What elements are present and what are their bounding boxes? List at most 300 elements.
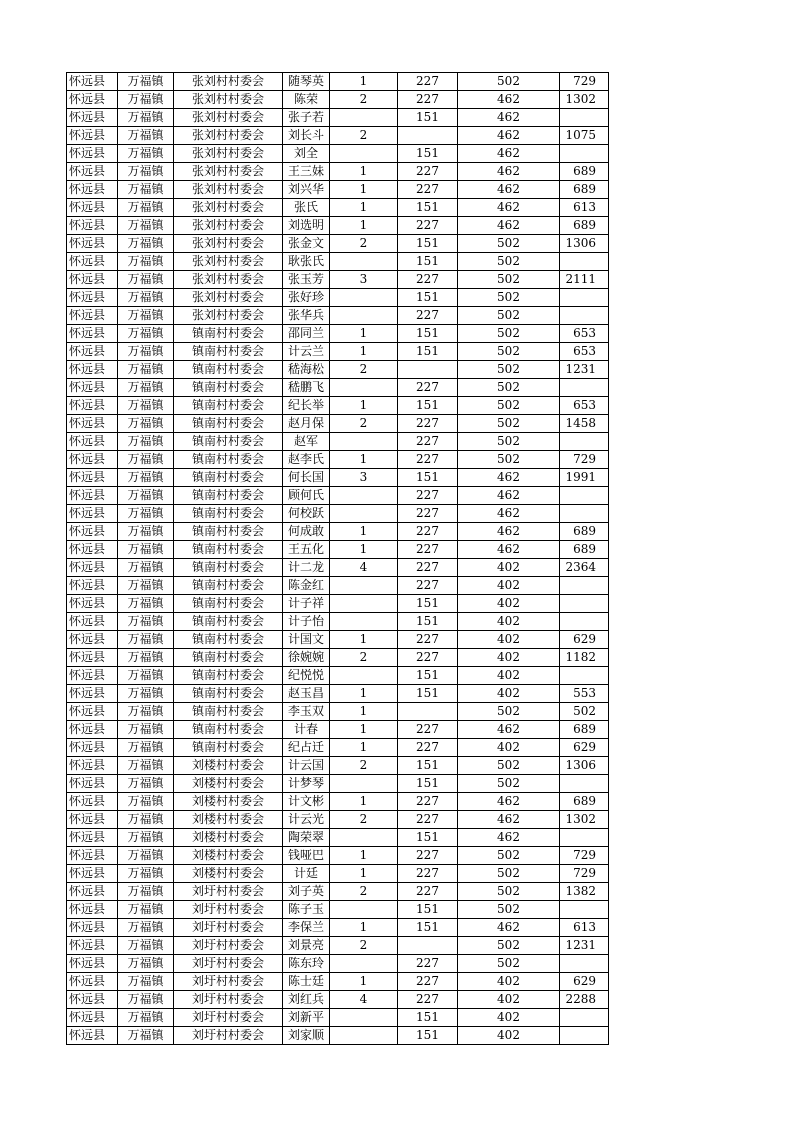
b-cell: 502 [458, 73, 560, 91]
town-cell: 万福镇 [118, 1027, 174, 1045]
count-cell: 1 [330, 541, 398, 559]
table-row [67, 721, 609, 739]
town-cell: 万福镇 [118, 181, 174, 199]
name-cell: 陶荣翠 [283, 829, 330, 847]
county-cell: 怀远县 [67, 505, 118, 523]
a-cell: 227 [398, 721, 458, 739]
village-cell: 镇南村村委会 [174, 685, 283, 703]
name-cell: 张华兵 [283, 307, 330, 325]
total-cell: 729 [560, 847, 609, 865]
table-row [67, 703, 609, 721]
b-cell: 502 [458, 883, 560, 901]
a-cell: 151 [398, 685, 458, 703]
b-cell: 402 [458, 559, 560, 577]
count-cell [330, 901, 398, 919]
total-cell: 1182 [560, 649, 609, 667]
village-cell: 镇南村村委会 [174, 415, 283, 433]
a-cell: 227 [398, 955, 458, 973]
village-cell: 镇南村村委会 [174, 379, 283, 397]
total-cell: 689 [560, 163, 609, 181]
name-cell: 计子祥 [283, 595, 330, 613]
count-cell [330, 253, 398, 271]
a-cell: 151 [398, 343, 458, 361]
name-cell: 刘红兵 [283, 991, 330, 1009]
total-cell [560, 613, 609, 631]
count-cell: 1 [330, 73, 398, 91]
count-cell [330, 955, 398, 973]
total-cell: 689 [560, 541, 609, 559]
table-row [67, 811, 609, 829]
total-cell: 1231 [560, 361, 609, 379]
b-cell: 502 [458, 847, 560, 865]
town-cell: 万福镇 [118, 523, 174, 541]
b-cell: 502 [458, 361, 560, 379]
name-cell: 何校跃 [283, 505, 330, 523]
village-cell: 刘楼村村委会 [174, 793, 283, 811]
name-cell: 刘长斗 [283, 127, 330, 145]
county-cell: 怀远县 [67, 559, 118, 577]
name-cell: 王三妹 [283, 163, 330, 181]
total-cell [560, 379, 609, 397]
name-cell: 陈荣 [283, 91, 330, 109]
b-cell: 402 [458, 613, 560, 631]
b-cell: 402 [458, 595, 560, 613]
name-cell: 计廷 [283, 865, 330, 883]
county-cell: 怀远县 [67, 883, 118, 901]
total-cell: 729 [560, 451, 609, 469]
count-cell: 1 [330, 397, 398, 415]
county-cell: 怀远县 [67, 991, 118, 1009]
count-cell [330, 577, 398, 595]
count-cell: 2 [330, 91, 398, 109]
village-cell: 张刘村村委会 [174, 199, 283, 217]
village-cell: 镇南村村委会 [174, 343, 283, 361]
count-cell: 2 [330, 361, 398, 379]
county-cell: 怀远县 [67, 235, 118, 253]
county-cell: 怀远县 [67, 199, 118, 217]
a-cell: 151 [398, 667, 458, 685]
village-cell: 镇南村村委会 [174, 487, 283, 505]
table-row [67, 523, 609, 541]
name-cell: 刘子英 [283, 883, 330, 901]
a-cell: 227 [398, 415, 458, 433]
village-cell: 刘圩村村委会 [174, 991, 283, 1009]
name-cell: 计云国 [283, 757, 330, 775]
county-cell: 怀远县 [67, 397, 118, 415]
table-row [67, 433, 609, 451]
a-cell: 151 [398, 109, 458, 127]
a-cell: 227 [398, 217, 458, 235]
town-cell: 万福镇 [118, 361, 174, 379]
b-cell: 502 [458, 415, 560, 433]
a-cell: 151 [398, 613, 458, 631]
name-cell: 计春 [283, 721, 330, 739]
total-cell: 689 [560, 721, 609, 739]
total-cell: 2364 [560, 559, 609, 577]
b-cell: 402 [458, 1009, 560, 1027]
total-cell: 689 [560, 523, 609, 541]
b-cell: 462 [458, 793, 560, 811]
village-cell: 刘圩村村委会 [174, 901, 283, 919]
village-cell: 镇南村村委会 [174, 469, 283, 487]
town-cell: 万福镇 [118, 901, 174, 919]
b-cell: 462 [458, 487, 560, 505]
table-row [67, 73, 609, 91]
village-cell: 张刘村村委会 [174, 235, 283, 253]
b-cell: 502 [458, 703, 560, 721]
village-cell: 刘楼村村委会 [174, 847, 283, 865]
count-cell: 2 [330, 883, 398, 901]
village-cell: 刘楼村村委会 [174, 811, 283, 829]
county-cell: 怀远县 [67, 793, 118, 811]
village-cell: 刘圩村村委会 [174, 937, 283, 955]
village-cell: 刘圩村村委会 [174, 1027, 283, 1045]
town-cell: 万福镇 [118, 757, 174, 775]
village-cell: 刘圩村村委会 [174, 973, 283, 991]
county-cell: 怀远县 [67, 847, 118, 865]
county-cell: 怀远县 [67, 955, 118, 973]
town-cell: 万福镇 [118, 685, 174, 703]
name-cell: 顾何氏 [283, 487, 330, 505]
name-cell: 嵇海松 [283, 361, 330, 379]
a-cell [398, 127, 458, 145]
table-row [67, 361, 609, 379]
a-cell: 227 [398, 577, 458, 595]
count-cell: 2 [330, 937, 398, 955]
county-cell: 怀远县 [67, 325, 118, 343]
name-cell: 纪占迁 [283, 739, 330, 757]
b-cell: 502 [458, 451, 560, 469]
village-cell: 镇南村村委会 [174, 739, 283, 757]
total-cell: 689 [560, 181, 609, 199]
town-cell: 万福镇 [118, 631, 174, 649]
a-cell: 227 [398, 541, 458, 559]
a-cell: 227 [398, 523, 458, 541]
total-cell: 613 [560, 919, 609, 937]
a-cell: 227 [398, 163, 458, 181]
county-cell: 怀远县 [67, 649, 118, 667]
village-cell: 刘楼村村委会 [174, 829, 283, 847]
count-cell: 2 [330, 235, 398, 253]
a-cell: 151 [398, 199, 458, 217]
name-cell: 张金文 [283, 235, 330, 253]
town-cell: 万福镇 [118, 1009, 174, 1027]
town-cell: 万福镇 [118, 847, 174, 865]
name-cell: 随琴英 [283, 73, 330, 91]
village-cell: 镇南村村委会 [174, 649, 283, 667]
county-cell: 怀远县 [67, 937, 118, 955]
name-cell: 刘兴华 [283, 181, 330, 199]
total-cell [560, 289, 609, 307]
a-cell: 151 [398, 1027, 458, 1045]
town-cell: 万福镇 [118, 271, 174, 289]
village-cell: 镇南村村委会 [174, 451, 283, 469]
village-cell: 镇南村村委会 [174, 577, 283, 595]
total-cell: 1991 [560, 469, 609, 487]
total-cell: 653 [560, 343, 609, 361]
county-cell: 怀远县 [67, 91, 118, 109]
a-cell: 151 [398, 235, 458, 253]
table-row [67, 577, 609, 595]
name-cell: 李保兰 [283, 919, 330, 937]
a-cell: 227 [398, 307, 458, 325]
count-cell: 1 [330, 847, 398, 865]
table-row [67, 559, 609, 577]
county-cell: 怀远县 [67, 307, 118, 325]
total-cell: 1075 [560, 127, 609, 145]
total-cell: 653 [560, 325, 609, 343]
total-cell: 2111 [560, 271, 609, 289]
count-cell: 1 [330, 685, 398, 703]
name-cell: 赵玉昌 [283, 685, 330, 703]
village-cell: 镇南村村委会 [174, 523, 283, 541]
name-cell: 王五化 [283, 541, 330, 559]
town-cell: 万福镇 [118, 91, 174, 109]
county-cell: 怀远县 [67, 811, 118, 829]
county-cell: 怀远县 [67, 685, 118, 703]
county-cell: 怀远县 [67, 613, 118, 631]
name-cell: 陈东玲 [283, 955, 330, 973]
total-cell [560, 505, 609, 523]
name-cell: 刘新平 [283, 1009, 330, 1027]
name-cell: 陈金红 [283, 577, 330, 595]
table-row [67, 109, 609, 127]
count-cell: 1 [330, 217, 398, 235]
total-cell: 1458 [560, 415, 609, 433]
name-cell: 刘家顺 [283, 1027, 330, 1045]
count-cell: 1 [330, 451, 398, 469]
town-cell: 万福镇 [118, 937, 174, 955]
town-cell: 万福镇 [118, 217, 174, 235]
town-cell: 万福镇 [118, 469, 174, 487]
table-row [67, 541, 609, 559]
town-cell: 万福镇 [118, 541, 174, 559]
county-cell: 怀远县 [67, 757, 118, 775]
count-cell: 2 [330, 415, 398, 433]
b-cell: 402 [458, 685, 560, 703]
b-cell: 402 [458, 667, 560, 685]
name-cell: 李玉双 [283, 703, 330, 721]
village-cell: 张刘村村委会 [174, 163, 283, 181]
a-cell: 151 [398, 1009, 458, 1027]
county-cell: 怀远县 [67, 451, 118, 469]
b-cell: 502 [458, 325, 560, 343]
b-cell: 462 [458, 91, 560, 109]
village-cell: 刘楼村村委会 [174, 757, 283, 775]
b-cell: 462 [458, 145, 560, 163]
county-cell: 怀远县 [67, 433, 118, 451]
b-cell: 502 [458, 289, 560, 307]
table-row [67, 217, 609, 235]
count-cell [330, 487, 398, 505]
table-row [67, 1009, 609, 1027]
count-cell: 1 [330, 865, 398, 883]
village-cell: 张刘村村委会 [174, 307, 283, 325]
town-cell: 万福镇 [118, 775, 174, 793]
b-cell: 462 [458, 109, 560, 127]
name-cell: 张好珍 [283, 289, 330, 307]
name-cell: 计国文 [283, 631, 330, 649]
count-cell: 1 [330, 721, 398, 739]
a-cell: 151 [398, 757, 458, 775]
table-row [67, 757, 609, 775]
table-row [67, 91, 609, 109]
county-cell: 怀远县 [67, 163, 118, 181]
county-cell: 怀远县 [67, 289, 118, 307]
county-cell: 怀远县 [67, 469, 118, 487]
total-cell: 629 [560, 973, 609, 991]
name-cell: 计云兰 [283, 343, 330, 361]
total-cell: 653 [560, 397, 609, 415]
a-cell: 227 [398, 433, 458, 451]
name-cell: 嵇鹏飞 [283, 379, 330, 397]
village-cell: 张刘村村委会 [174, 271, 283, 289]
table-row [67, 163, 609, 181]
a-cell [398, 361, 458, 379]
a-cell: 227 [398, 811, 458, 829]
county-cell: 怀远县 [67, 127, 118, 145]
a-cell: 227 [398, 91, 458, 109]
b-cell: 462 [458, 217, 560, 235]
b-cell: 462 [458, 163, 560, 181]
count-cell [330, 1027, 398, 1045]
count-cell: 2 [330, 757, 398, 775]
total-cell: 1382 [560, 883, 609, 901]
county-cell: 怀远县 [67, 415, 118, 433]
town-cell: 万福镇 [118, 865, 174, 883]
count-cell: 2 [330, 127, 398, 145]
town-cell: 万福镇 [118, 883, 174, 901]
county-cell: 怀远县 [67, 901, 118, 919]
total-cell: 629 [560, 739, 609, 757]
count-cell [330, 775, 398, 793]
village-cell: 张刘村村委会 [174, 127, 283, 145]
name-cell: 计子怡 [283, 613, 330, 631]
county-cell: 怀远县 [67, 361, 118, 379]
town-cell: 万福镇 [118, 163, 174, 181]
village-cell: 张刘村村委会 [174, 145, 283, 163]
name-cell: 刘全 [283, 145, 330, 163]
village-cell: 刘楼村村委会 [174, 865, 283, 883]
table-row [67, 829, 609, 847]
county-cell: 怀远县 [67, 667, 118, 685]
county-cell: 怀远县 [67, 577, 118, 595]
total-cell [560, 775, 609, 793]
a-cell: 151 [398, 775, 458, 793]
b-cell: 462 [458, 811, 560, 829]
a-cell: 227 [398, 649, 458, 667]
table-row [67, 307, 609, 325]
town-cell: 万福镇 [118, 397, 174, 415]
county-cell: 怀远县 [67, 343, 118, 361]
a-cell: 227 [398, 739, 458, 757]
village-cell: 镇南村村委会 [174, 595, 283, 613]
town-cell: 万福镇 [118, 433, 174, 451]
count-cell: 4 [330, 991, 398, 1009]
table-row [67, 685, 609, 703]
a-cell: 227 [398, 847, 458, 865]
town-cell: 万福镇 [118, 145, 174, 163]
name-cell: 赵月保 [283, 415, 330, 433]
count-cell: 1 [330, 919, 398, 937]
town-cell: 万福镇 [118, 955, 174, 973]
count-cell: 1 [330, 325, 398, 343]
count-cell: 1 [330, 523, 398, 541]
a-cell: 227 [398, 883, 458, 901]
total-cell [560, 829, 609, 847]
county-cell: 怀远县 [67, 775, 118, 793]
count-cell [330, 613, 398, 631]
town-cell: 万福镇 [118, 739, 174, 757]
village-cell: 镇南村村委会 [174, 505, 283, 523]
name-cell: 张子若 [283, 109, 330, 127]
a-cell: 227 [398, 379, 458, 397]
total-cell: 2288 [560, 991, 609, 1009]
table-row [67, 1027, 609, 1045]
name-cell: 纪悦悦 [283, 667, 330, 685]
name-cell: 赵军 [283, 433, 330, 451]
town-cell: 万福镇 [118, 667, 174, 685]
count-cell: 2 [330, 649, 398, 667]
table-row [67, 127, 609, 145]
village-cell: 刘圩村村委会 [174, 1009, 283, 1027]
total-cell: 1306 [560, 235, 609, 253]
total-cell: 729 [560, 865, 609, 883]
county-cell: 怀远县 [67, 1027, 118, 1045]
table-row [67, 235, 609, 253]
town-cell: 万福镇 [118, 973, 174, 991]
name-cell: 计二龙 [283, 559, 330, 577]
count-cell [330, 829, 398, 847]
town-cell: 万福镇 [118, 307, 174, 325]
b-cell: 462 [458, 523, 560, 541]
table-row [67, 631, 609, 649]
name-cell: 邵同兰 [283, 325, 330, 343]
county-cell: 怀远县 [67, 145, 118, 163]
count-cell: 1 [330, 973, 398, 991]
town-cell: 万福镇 [118, 379, 174, 397]
a-cell: 151 [398, 289, 458, 307]
a-cell: 151 [398, 919, 458, 937]
a-cell [398, 703, 458, 721]
b-cell: 462 [458, 469, 560, 487]
table-row [67, 145, 609, 163]
town-cell: 万福镇 [118, 559, 174, 577]
b-cell: 502 [458, 865, 560, 883]
town-cell: 万福镇 [118, 991, 174, 1009]
total-cell [560, 1027, 609, 1045]
count-cell [330, 109, 398, 127]
count-cell: 1 [330, 739, 398, 757]
a-cell: 227 [398, 271, 458, 289]
county-cell: 怀远县 [67, 703, 118, 721]
table-row [67, 775, 609, 793]
town-cell: 万福镇 [118, 289, 174, 307]
b-cell: 402 [458, 973, 560, 991]
county-cell: 怀远县 [67, 181, 118, 199]
village-cell: 刘圩村村委会 [174, 883, 283, 901]
table-row [67, 469, 609, 487]
name-cell: 刘景亮 [283, 937, 330, 955]
total-cell [560, 253, 609, 271]
village-cell: 镇南村村委会 [174, 703, 283, 721]
a-cell: 151 [398, 397, 458, 415]
village-cell: 镇南村村委会 [174, 325, 283, 343]
total-cell: 502 [560, 703, 609, 721]
village-cell: 镇南村村委会 [174, 721, 283, 739]
b-cell: 402 [458, 1027, 560, 1045]
b-cell: 462 [458, 919, 560, 937]
